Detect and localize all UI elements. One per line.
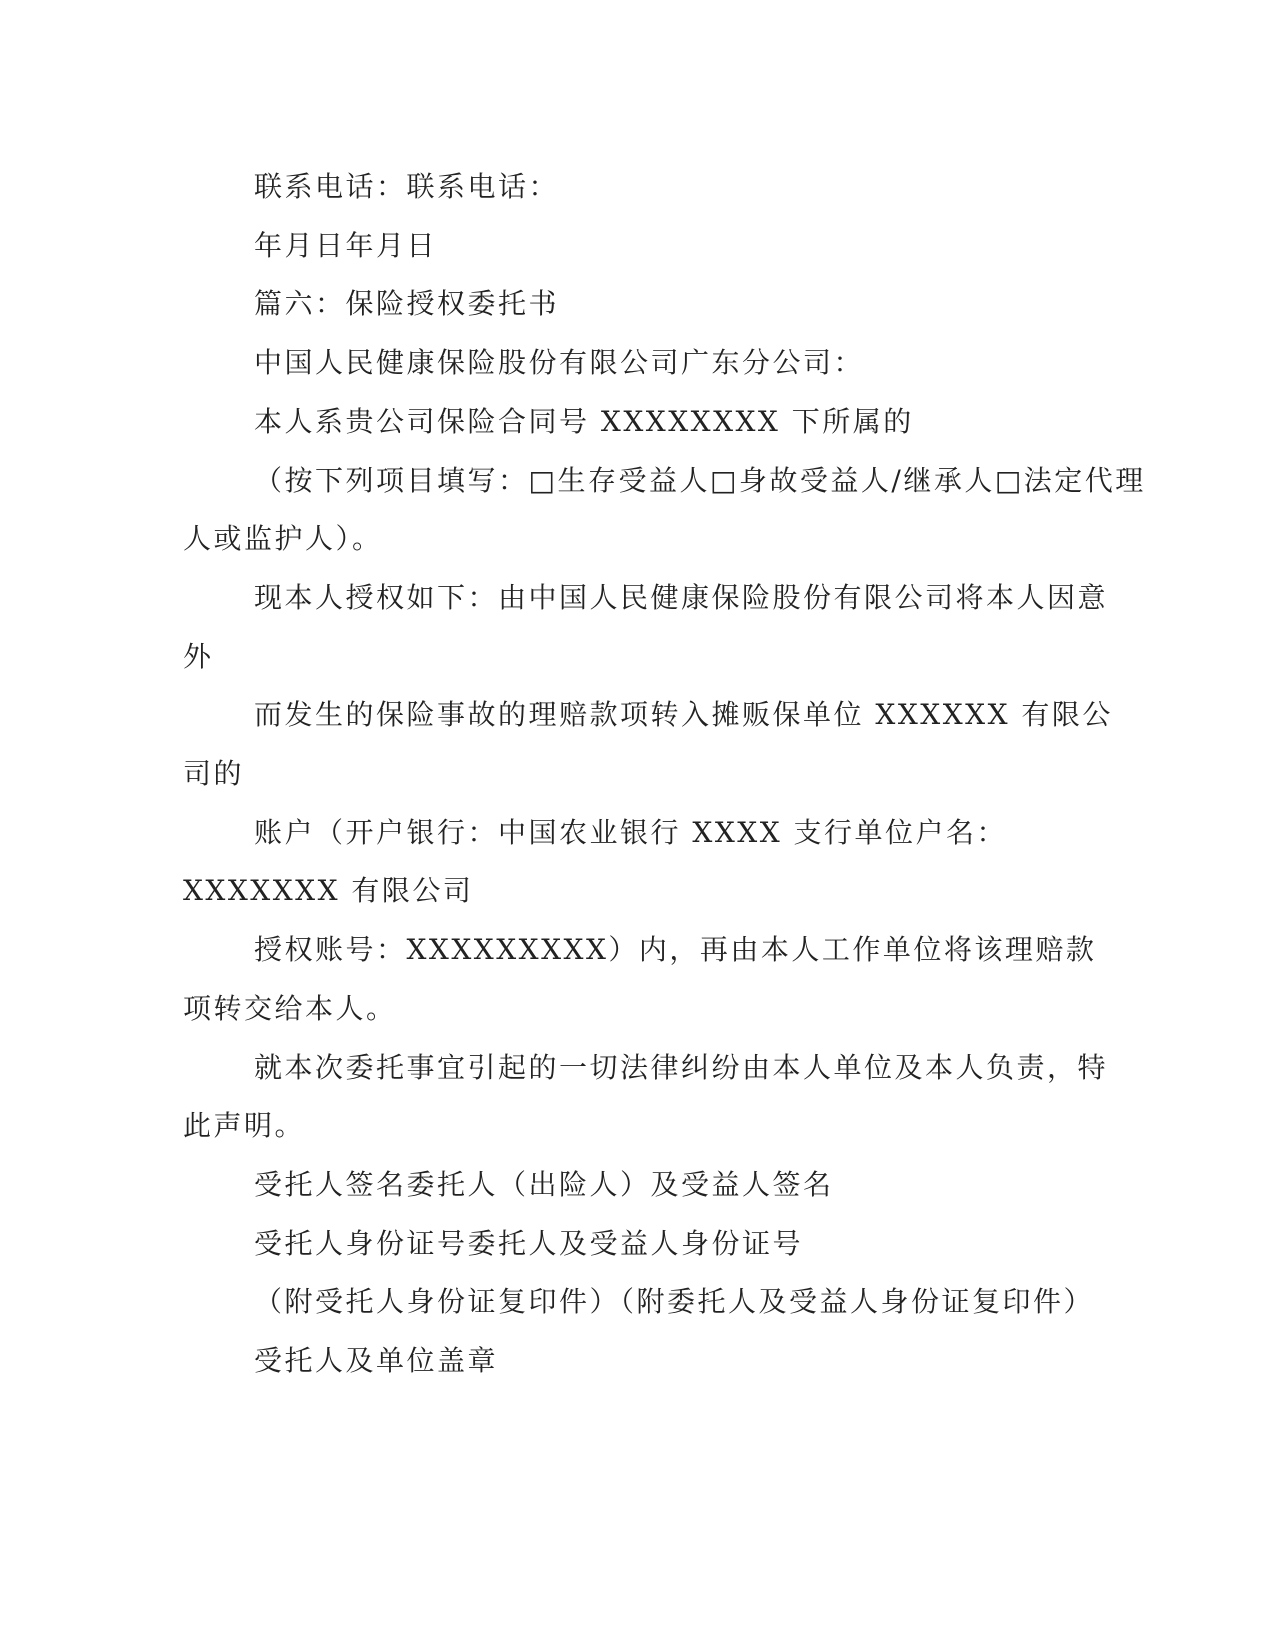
authorization-line-cont: 外 bbox=[183, 639, 214, 673]
seal-line: 受托人及单位盖章 bbox=[254, 1344, 499, 1378]
transfer-line-cont: 司的 bbox=[183, 757, 245, 791]
bank-account-line-cont: XXXXXXX 有限公司 bbox=[183, 874, 474, 908]
authorization-line: 现本人授权如下：由中国人民健康保险股份有限公司将本人因意 bbox=[254, 580, 1109, 614]
signature-line: 受托人签名委托人（出险人）及受益人签名 bbox=[254, 1167, 834, 1201]
role-options-line-cont: 人或监护人）。 bbox=[183, 522, 383, 556]
liability-line: 就本次委托事宜引起的一切法律纠纷由本人单位及本人负责，特 bbox=[254, 1050, 1109, 1084]
section-title: 篇六：保险授权委托书 bbox=[254, 287, 560, 321]
addressee-line: 中国人民健康保险股份有限公司广东分公司： bbox=[254, 346, 865, 380]
account-number-line-cont: 项转交给本人。 bbox=[183, 991, 397, 1025]
account-number-line: 授权账号：XXXXXXXXX）内，再由本人工作单位将该理赔款 bbox=[254, 933, 1097, 967]
id-number-line: 受托人身份证号委托人及受益人身份证号 bbox=[254, 1226, 804, 1260]
transfer-line: 而发生的保险事故的理赔款项转入摊贩保单位 XXXXXX 有限公 bbox=[254, 698, 1113, 732]
date-line: 年月日年月日 bbox=[254, 228, 438, 262]
contract-line: 本人系贵公司保险合同号 XXXXXXXX 下所属的 bbox=[254, 404, 914, 438]
liability-line-cont: 此声明。 bbox=[183, 1109, 306, 1143]
role-options-line: （按下列项目填写：□生存受益人□身故受益人/继承人□法定代理 bbox=[254, 463, 1146, 497]
contact-phone-line: 联系电话：联系电话： bbox=[254, 170, 560, 203]
bank-account-line: 账户（开户银行：中国农业银行 XXXX 支行单位户名： bbox=[254, 815, 1008, 849]
attachment-line: （附受托人身份证复印件）（附委托人及受益人身份证复印件） bbox=[254, 1285, 1095, 1319]
document-body bbox=[183, 158, 1146, 1391]
